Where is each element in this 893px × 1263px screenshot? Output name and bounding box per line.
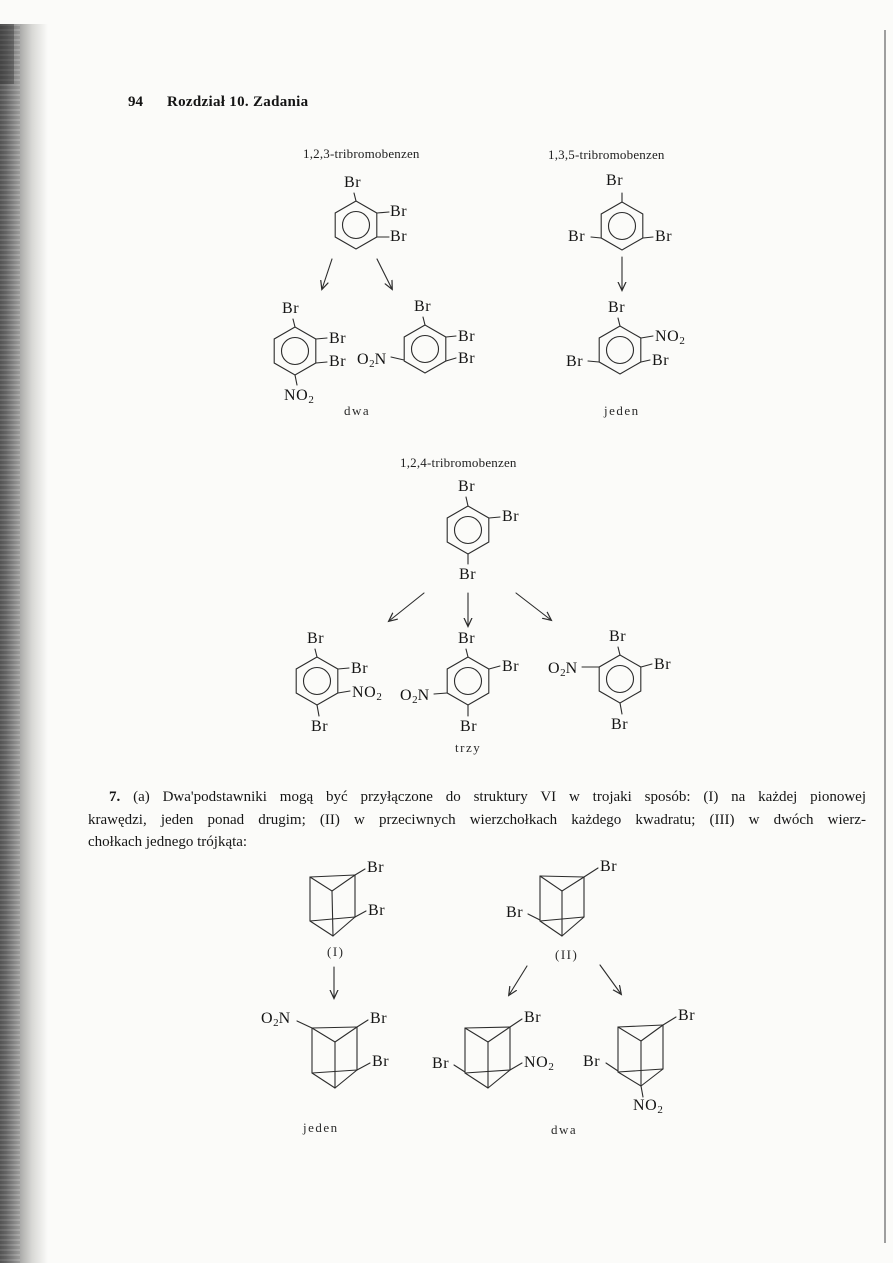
- substituent-bond: [641, 1086, 643, 1097]
- substituent-bond: [641, 336, 653, 338]
- prismane-edge: [332, 875, 355, 891]
- substituent-bond: [618, 647, 620, 655]
- substituent-bond: [446, 358, 456, 361]
- substituent-bond: [454, 1065, 465, 1072]
- benzene-hexagon: [447, 657, 489, 705]
- substituent-bond: [618, 318, 620, 326]
- structure-numeral-label-II: (II): [555, 947, 579, 962]
- substituent-br-label: Br: [329, 330, 347, 347]
- benzene-aromatic-circle: [609, 213, 636, 240]
- prismane-edge: [310, 921, 333, 936]
- prismane-edge: [310, 875, 355, 877]
- substituent-br-label: Br: [368, 902, 386, 919]
- prismane-edge: [335, 1027, 357, 1042]
- substituent-bond: [316, 338, 327, 339]
- substituent-br-label: Br: [372, 1053, 390, 1070]
- substituent-bond: [641, 360, 650, 362]
- o2n-subscript: 2: [412, 694, 418, 706]
- substituent-br-label: Br: [344, 174, 362, 191]
- substituent-br-label: Br: [654, 656, 672, 673]
- substituent-bond: [489, 517, 500, 518]
- prismane-edge: [333, 917, 355, 936]
- prismane-edge: [310, 877, 332, 891]
- substituent-br-label: Br: [568, 228, 586, 245]
- prismane-edge: [540, 876, 562, 891]
- o2n-o: O: [548, 660, 561, 677]
- prismane-edge: [618, 1025, 663, 1027]
- benzene-hexagon: [447, 506, 489, 554]
- substituent-br-label: Br: [609, 628, 627, 645]
- benzene-hexagon: [274, 327, 316, 375]
- substituent-br-label: Br: [506, 904, 524, 921]
- substituent-br-label: Br: [583, 1053, 601, 1070]
- substituent-bond: [338, 668, 349, 669]
- substituent-br-label: Br: [390, 203, 408, 220]
- benzene-aromatic-circle: [412, 336, 439, 363]
- substituent-bond: [293, 319, 295, 327]
- problem-7-paragraph: [88, 786, 866, 854]
- substituent-bond: [620, 703, 622, 714]
- benzene-hexagon: [601, 202, 643, 250]
- structure-title-135: 1,3,5-tribromobenzen: [548, 147, 665, 162]
- substituent-bond: [423, 317, 425, 325]
- product-count-label: jeden: [303, 1120, 339, 1135]
- o2n-o: O: [400, 687, 413, 704]
- prismane-edge: [312, 1027, 357, 1028]
- benzene-aromatic-circle: [607, 666, 634, 693]
- substituent-br-label: Br: [311, 718, 329, 735]
- prismane-edge: [488, 1027, 510, 1042]
- substituent-bond: [663, 1017, 676, 1025]
- substituent-br-label: Br: [282, 300, 300, 317]
- substituent-br-label: Br: [502, 658, 520, 675]
- substituent-no2-label: [524, 1054, 554, 1076]
- o2n-subscript: 2: [369, 358, 375, 370]
- substituent-br-label: Br: [458, 478, 476, 495]
- substituent-br-label: Br: [460, 718, 478, 735]
- substituent-bond: [466, 649, 468, 657]
- substituent-br-label: Br: [502, 508, 520, 525]
- substituent-bond: [489, 666, 500, 669]
- product-count-label: dwa: [344, 403, 371, 418]
- reaction-arrow: [509, 966, 527, 995]
- substituent-br-label: Br: [608, 299, 626, 316]
- substituent-br-label: Br: [600, 858, 618, 875]
- prismane-edge: [562, 917, 584, 936]
- no2-subscript: 2: [548, 1061, 554, 1073]
- substituent-no2-label: [633, 1097, 663, 1119]
- substituent-bond: [434, 693, 447, 694]
- product-count-label: trzy: [455, 740, 482, 755]
- reaction-arrow: [600, 965, 621, 994]
- benzene-aromatic-circle: [455, 668, 482, 695]
- no2-subscript: 2: [657, 1104, 663, 1116]
- benzene-hexagon: [599, 326, 641, 374]
- prismane-edge: [488, 1070, 510, 1088]
- prismane-edge: [312, 1073, 335, 1088]
- substituent-bond: [584, 868, 598, 877]
- prismane-edge: [312, 1028, 335, 1042]
- prismane-edge: [465, 1028, 488, 1042]
- no2-base: NO: [284, 387, 309, 404]
- no2-subscript: 2: [376, 691, 382, 703]
- substituent-br-label: Br: [458, 350, 476, 367]
- substituent-o2n-label: [400, 687, 430, 709]
- substituent-bond: [355, 911, 366, 917]
- substituent-br-label: Br: [524, 1009, 542, 1026]
- substituent-br-label: Br: [458, 328, 476, 345]
- benzene-aromatic-circle: [455, 517, 482, 544]
- o2n-n: N: [565, 660, 578, 677]
- substituent-bond: [377, 212, 389, 213]
- substituent-bond: [354, 193, 356, 201]
- prismane-edge: [562, 877, 584, 891]
- substituent-br-label: Br: [606, 172, 624, 189]
- prismane-edge: [641, 1069, 663, 1086]
- substituent-bond: [295, 375, 297, 385]
- prismane-edge: [618, 1072, 641, 1086]
- substituent-o2n-label: [357, 351, 387, 373]
- substituent-bond: [528, 914, 540, 920]
- prismane-edge: [465, 1073, 488, 1088]
- benzene-hexagon: [335, 201, 377, 249]
- substituent-br-label: Br: [329, 353, 347, 370]
- page-number: 94: [128, 94, 143, 110]
- structure-numeral-label-I: (I): [327, 944, 345, 959]
- substituent-bond: [297, 1021, 312, 1028]
- chapter-title: Rozdział 10. Zadania: [167, 94, 309, 110]
- prismane-edge: [332, 891, 333, 936]
- substituent-bond: [446, 336, 456, 337]
- no2-base: NO: [352, 684, 377, 701]
- prismane-edge: [641, 1025, 663, 1041]
- product-count-label: jeden: [604, 403, 640, 418]
- substituent-br-label: Br: [652, 352, 670, 369]
- substituent-br-label: Br: [414, 298, 432, 315]
- substituent-no2-label: [655, 328, 685, 350]
- no2-subscript: 2: [679, 335, 685, 347]
- substituent-bond: [355, 869, 365, 875]
- o2n-n: N: [417, 687, 430, 704]
- no2-base: NO: [655, 328, 680, 345]
- prismane-edge: [540, 876, 584, 877]
- benzene-aromatic-circle: [607, 337, 634, 364]
- substituent-br-label: Br: [566, 353, 584, 370]
- substituent-br-label: Br: [655, 228, 673, 245]
- reaction-arrow: [516, 593, 551, 620]
- substituent-bond: [510, 1063, 522, 1070]
- substituent-o2n-label: [261, 1010, 291, 1032]
- benzene-aromatic-circle: [343, 212, 370, 239]
- substituent-bond: [510, 1019, 522, 1027]
- benzene-hexagon: [296, 657, 338, 705]
- substituent-bond: [338, 691, 350, 693]
- o2n-subscript: 2: [560, 667, 566, 679]
- structure-title-124: 1,2,4-tribromobenzen: [400, 455, 517, 470]
- reaction-arrow: [389, 593, 424, 621]
- substituent-br-label: Br: [432, 1055, 450, 1072]
- substituent-no2-label: [352, 684, 382, 706]
- product-count-label: dwa: [551, 1122, 578, 1137]
- no2-subscript: 2: [308, 394, 314, 406]
- reaction-arrow: [377, 259, 392, 289]
- substituent-br-label: Br: [611, 716, 629, 733]
- no2-base: NO: [524, 1054, 549, 1071]
- prismane-edge: [335, 1070, 357, 1088]
- substituent-br-label: Br: [367, 859, 385, 876]
- o2n-o: O: [357, 351, 370, 368]
- benzene-hexagon: [404, 325, 446, 373]
- benzene-aromatic-circle: [304, 668, 331, 695]
- benzene-aromatic-circle: [282, 338, 309, 365]
- substituent-bond: [391, 357, 404, 360]
- o2n-n: N: [374, 351, 387, 368]
- substituent-bond: [466, 497, 468, 506]
- substituent-bond: [643, 237, 653, 238]
- substituent-br-label: Br: [390, 228, 408, 245]
- problem-text-line: chołkach jednego trójkąta:: [88, 834, 248, 850]
- substituent-br-label: Br: [459, 566, 477, 583]
- problem-text-line: krawędzi, jeden ponad drugim; (II) w przeciwnych wierzchołkach każdego kwadratu; (III) w dwóch wierz-: [88, 811, 866, 828]
- problem-text-line: [88, 786, 866, 809]
- substituent-no2-label: [284, 387, 314, 409]
- substituent-bond: [357, 1063, 370, 1070]
- prismane-edge: [540, 921, 562, 936]
- no2-base: NO: [633, 1097, 658, 1114]
- reaction-arrow: [322, 259, 332, 289]
- substituent-br-label: Br: [458, 630, 476, 647]
- substituent-bond: [317, 705, 319, 716]
- substituent-o2n-label: [548, 660, 578, 682]
- prismane-edge: [618, 1027, 641, 1041]
- benzene-hexagon: [599, 655, 641, 703]
- o2n-o: O: [261, 1010, 274, 1027]
- substituent-br-label: Br: [351, 660, 369, 677]
- substituent-bond: [591, 237, 601, 238]
- substituent-bond: [641, 664, 652, 667]
- substituent-br-label: Br: [370, 1010, 388, 1027]
- substituent-br-label: Br: [678, 1007, 696, 1024]
- substituent-br-label: Br: [307, 630, 325, 647]
- structure-title-123: 1,2,3-tribromobenzen: [303, 146, 420, 161]
- substituent-bond: [588, 361, 599, 362]
- prismane-structures-group: [310, 875, 663, 1088]
- o2n-subscript: 2: [273, 1017, 279, 1029]
- substituent-bond: [315, 649, 317, 657]
- problem-number: 7.: [109, 789, 121, 805]
- o2n-n: N: [278, 1010, 291, 1027]
- substituent-bond: [316, 362, 327, 363]
- prismane-edge: [465, 1027, 510, 1028]
- substituent-bond: [357, 1020, 368, 1027]
- substituent-bond: [606, 1063, 618, 1071]
- problem-text: (a) Dwa'podstawniki mogą być przyłączone do struktury VI w trojaki sposób: (I) na każdej pionowej: [133, 789, 866, 805]
